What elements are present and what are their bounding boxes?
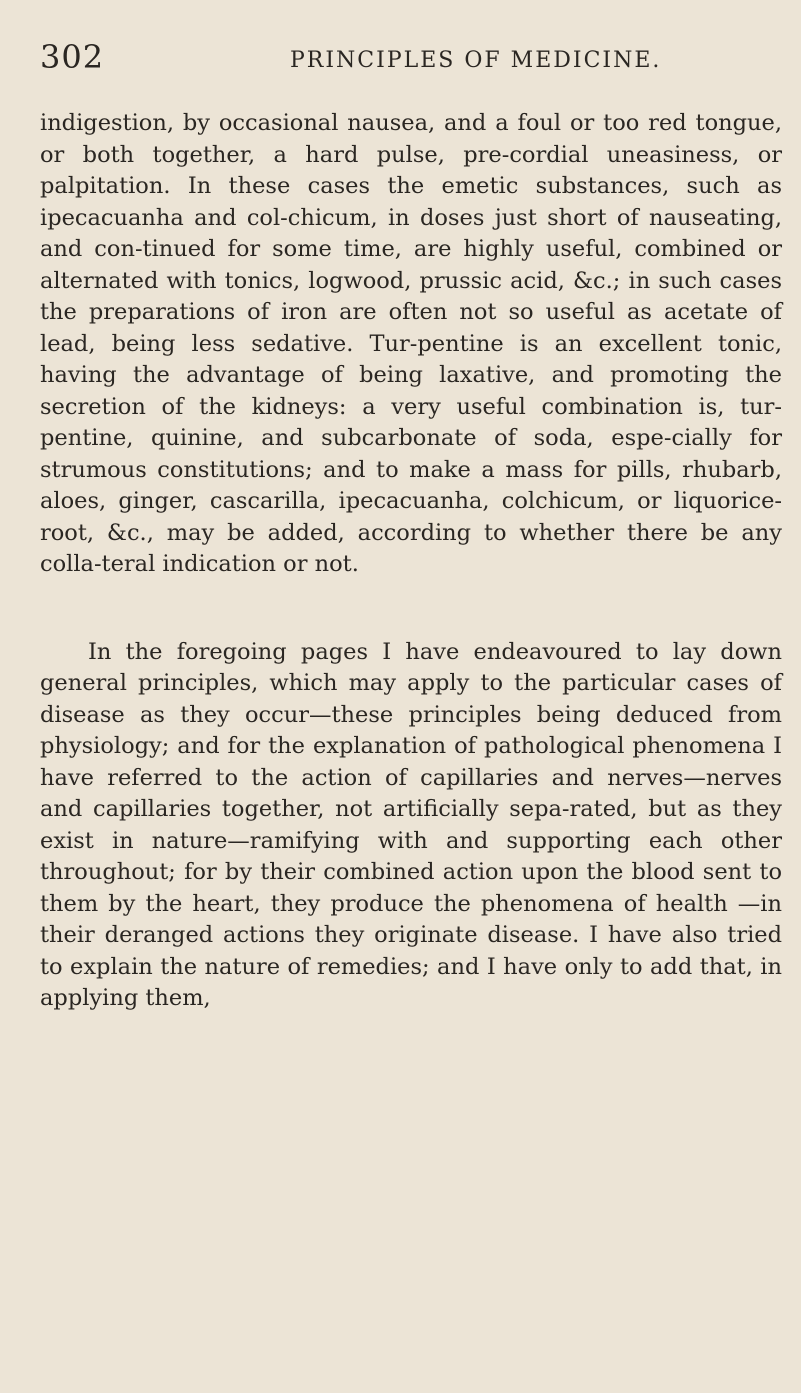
paragraph-new: In the foregoing pages I have endeavoured to lay down general principles, which may apply to the particular cases of disease as they occur—these principles being deduced from physiology; and for the explanation of pathological phenomena I have referred to the action of capillaries and nerves—nerves and capillaries together, not artificially sepa-rated, but as they exist in nature—ramifying with and supporting each other throughout; for by their combined action upon the blood sent to them by the heart, they produce the phenomena of health —in their deranged actions they originate disease. I have also tried to explain the nature of remedies; and I have only to add that, in applying them, (40, 638, 782, 1011)
running-head (40, 38, 780, 90)
page-number: 302 (40, 38, 105, 76)
running-title: PRINCIPLES OF MEDICINE. (290, 48, 662, 73)
body-text (40, 108, 782, 1015)
paragraph-continued: indigestion, by occasional nausea, and a foul or too red tongue, or both together, a hard pulse, pre-cordial uneasiness, or palpitation. In these cases the emetic substances, such as ipecacuanha and col-chicum, in doses just short of nauseating, and con-tinued for some time, are highly useful, combined or alternated with tonics, logwood, prussic acid, &c.; in such cases the preparations of iron are often not so useful as acetate of lead, being less sedative. Tur-pentine is an excellent tonic, having the advantage of being laxative, and promoting the secretion of the kidneys: a very useful combination is, tur-pentine, quinine, and subcarbonate of soda, espe-cially for strumous constitutions; and to make a mass for pills, rhubarb, aloes, ginger, cascarilla, ipecacuanha, colchicum, or liquorice-root, &c., may be added, according to whether there be any colla-teral indication or not. (40, 110, 782, 577)
